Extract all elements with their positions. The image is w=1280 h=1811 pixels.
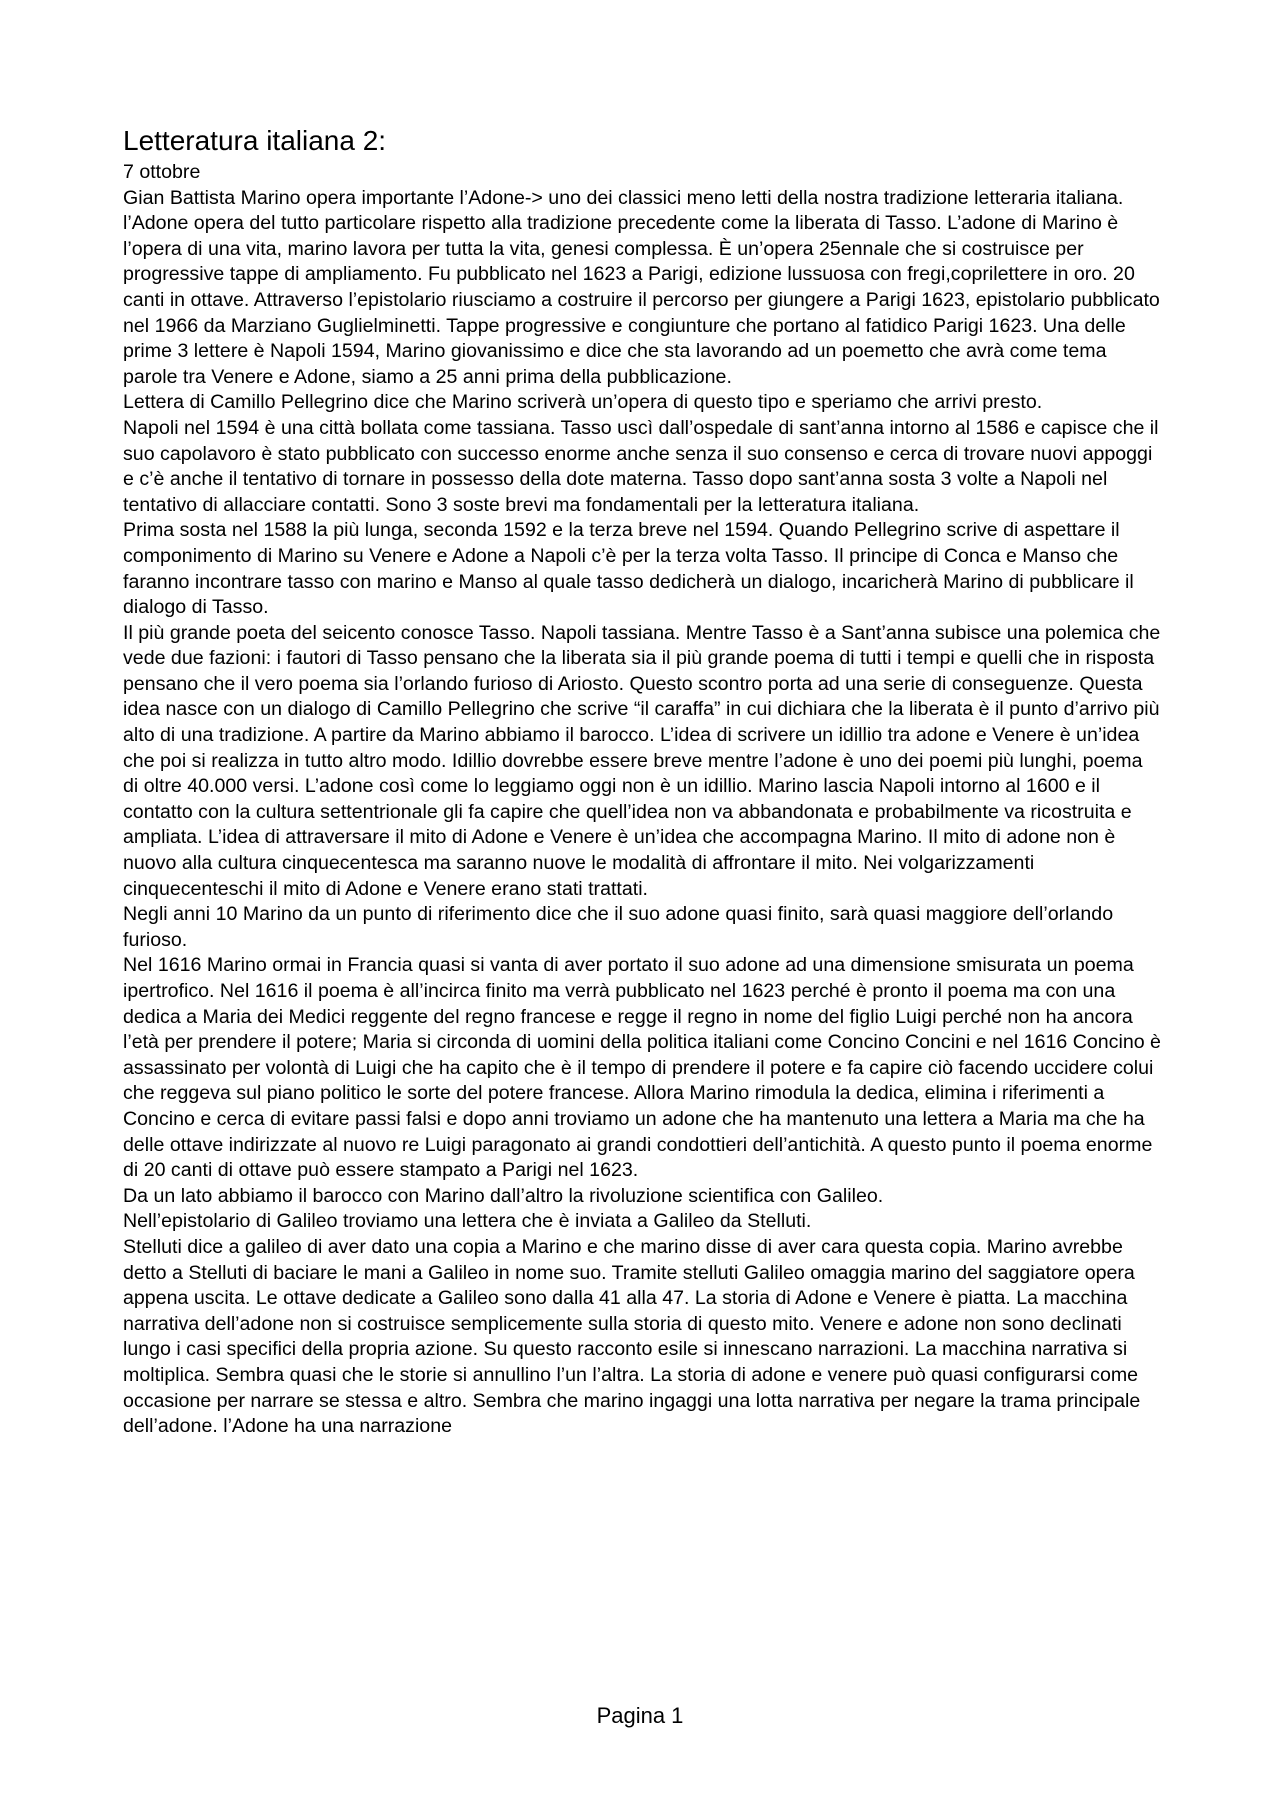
paragraph: Stelluti dice a galileo di aver dato una copia a Marino e che marino disse di aver cara questa copia. Marino avrebbe detto a Stelluti di baciare le mani a Galileo in nome suo. Tramite stelluti Galileo omaggia marino del saggiatore opera appena uscita. Le ottave dedicate a Galileo sono dalla 41 alla 47. La storia di Adone e Venere è piatta. La macchina narrativa dell’adone non si costruisce semplicemente sulla storia di questo mito. Venere e adone non sono declinati lungo i casi specifici della propria azione. Su questo racconto esile si innescano narrazioni. La macchina narrativa si moltiplica. Sembra quasi che le storie si annullino l’un l’altra. La storia di adone e venere può quasi configurarsi come occasione per narrare se stessa e altro. Sembra che marino ingaggi una lotta narrativa per negare la trama principale dell’adone. l’Adone ha una narrazione [123,1235,1141,1438]
paragraph: Napoli nel 1594 è una città bollata come tassiana. Tasso uscì dall’ospedale di sant’anna intorno al 1586 e capisce che il suo capolavoro è stato pubblicato con successo enorme anche senza il suo consenso e cerca di trovare nuovi appoggi e c’è anche il tentativo di tornare in possesso della dote materna. Tasso dopo sant’anna sosta 3 volte a Napoli nel tentativo di allacciare contatti. Sono 3 soste brevi ma fondamentali per la letteratura italiana. [123,416,1159,516]
document-title: Letteratura italiana 2: [123,125,387,156]
date-line: 7 ottobre [123,161,201,183]
paragraph: Prima sosta nel 1588 la più lunga, seconda 1592 e la terza breve nel 1594. Quando Pellegrino scrive di aspettare il componimento di Marino su Venere e Adone a Napoli c’è per la terza volta Tasso. Il principe di Conca e Manso che faranno incontrare tasso con marino e Manso al quale tasso dedicherà un dialogo, incaricherà Marino di pubblicare il dialogo di Tasso. [123,519,1134,619]
paragraph: Da un lato abbiamo il barocco con Marino dall’altro la rivoluzione scientifica con Galileo. [123,1184,884,1207]
paragraph: Gian Battista Marino opera importante l’Adone-> uno dei classici meno letti della nostra tradizione letteraria italiana. l’Adone opera del tutto particolare rispetto alla tradizione precedente come la liberata di Tasso. L’adone di Marino è l’opera di una vita, marino lavora per tutta la vita, genesi complessa. È un’opera 25ennale che si costruisce per progressive tappe di ampliamento. Fu pubblicato nel 1623 a Parigi, edizione lussuosa con fregi,coprilettere in oro. 20 canti in ottave. Attraverso l’epistolario riusciamo a costruire il percorso per giungere a Parigi 1623, epistolario pubblicato nel 1966 da Marziano Guglielminetti. Tappe progressive e congiunture che portano al fatidico Parigi 1623. Una delle prime 3 lettere è Napoli 1594, Marino giovanissimo e dice che sta lavorando ad un poemetto che avrà come tema parole tra Venere e Adone, siamo a 25 anni prima della pubblicazione. [123,186,1160,388]
paragraph: Nell’epistolario di Galileo troviamo una lettera che è inviata a Galileo da Stelluti. [123,1210,812,1233]
paragraph: Negli anni 10 Marino da un punto di riferimento dice che il suo adone quasi finito, sarà quasi maggiore dell’orlando furioso. [123,903,1114,951]
paragraph: Lettera di Camillo Pellegrino dice che Marino scriverà un’opera di questo tipo e speriamo che arrivi presto. [123,391,1043,414]
paragraph: Nel 1616 Marino ormai in Francia quasi si vanta di aver portato il suo adone ad una dimensione smisurata un poema ipertrofico. Nel 1616 il poema è all’incirca finito ma verrà pubblicato nel 1623 perché è pronto il poema ma con una dedica a Maria dei Medici reggente del regno francese e regge il regno in nome del figlio Luigi perché non ha ancora l’età per prendere il potere; Maria si circonda di uomini della politica italiani come Concino Concini e nel 1616 Concino è assassinato per volontà di Luigi che ha capito che è il tempo di prendere il potere e fa capire ciò facendo uccidere colui che reggeva sul piano politico le sorte del potere francese. Allora Marino rimodula la dedica, elimina i riferimenti a Concino e cerca di evitare passi falsi e dopo anni troviamo un adone che ha mantenuto una lettera a Maria ma che ha delle ottave indirizzate al nuovo re Luigi paragonato ai grandi condottieri dell’antichità. A questo punto il poema enorme di 20 canti di ottave può essere stampato a Parigi nel 1623. [123,954,1161,1182]
paragraph: Il più grande poeta del seicento conosce Tasso. Napoli tassiana. Mentre Tasso è a Sant’anna subisce una polemica che vede due fazioni: i fautori di Tasso pensano che la liberata sia il più grande poema di tutti i tempi e quelli che in risposta pensano che il vero poema sia l’orlando furioso di Ariosto. Questo scontro porta ad una serie di conseguenze. Questa idea nasce con un dialogo di Camillo Pellegrino che scrive “il caraffa” in cui dichiara che la liberata è il punto d’arrivo più alto di una tradizione. A partire da Marino abbiamo il barocco. L’idea di scrivere un idillio tra adone e Venere è un’idea che poi si realizza in tutto altro modo. Idillio dovrebbe essere breve mentre l’adone è uno dei poemi più lunghi, poema di oltre 40.000 versi. L’adone così come lo leggiamo oggi non è un idillio. Marino lascia Napoli intorno al 1600 e il contatto con la cultura settentrionale gli fa capire che quell’idea non va abbandonata e probabilmente va ricostruita e ampliata. L’idea di attraversare il mito di Adone e Venere è un’idea che accompagna Marino. Il mito di adone non è nuovo alla cultura cinquecentesca ma saranno nuove le modalità di affrontare il mito. Nei volgarizzamenti cinquecenteschi il mito di Adone e Venere erano stati trattati. [123,621,1161,900]
document-body [123,124,1163,1440]
page-number: Pagina 1 [596,1703,684,1728]
